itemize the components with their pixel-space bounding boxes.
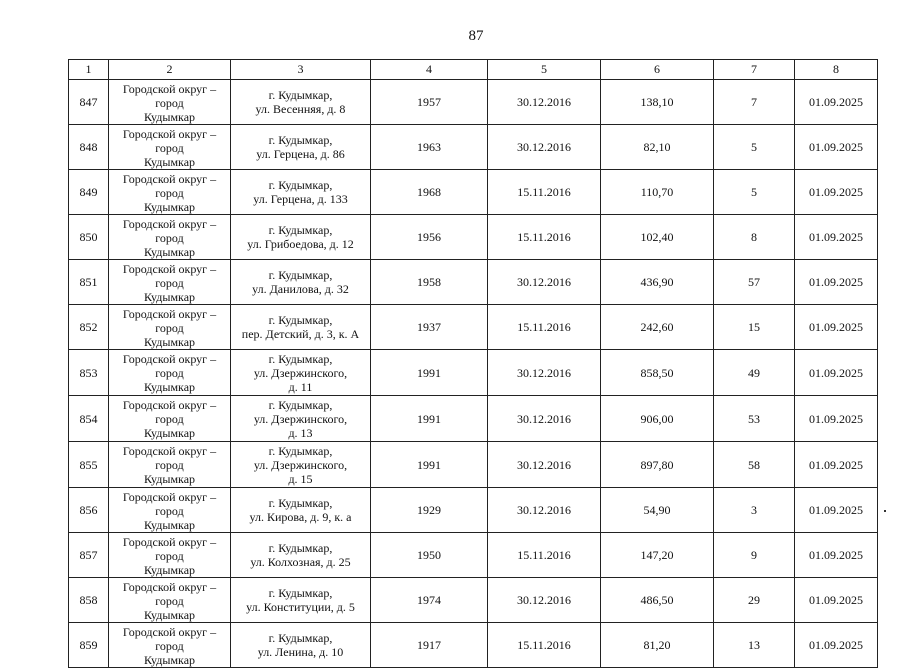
count-cell: 53 <box>714 396 795 442</box>
municipality-cell-line: Кудымкар <box>143 563 196 577</box>
deadline-cell: 01.09.2025 <box>795 215 878 260</box>
deadline-cell: 01.09.2025 <box>795 533 878 578</box>
year-cell: 1974 <box>371 578 488 623</box>
table-row <box>69 623 878 668</box>
address-cell-line: ул. Колхозная, д. 25 <box>250 555 351 569</box>
table-body <box>69 80 878 668</box>
municipality-cell <box>109 623 231 668</box>
municipality-cell <box>109 80 231 125</box>
municipality-cell <box>109 533 231 578</box>
address-cell-line: ул. Грибоедова, д. 12 <box>247 237 354 251</box>
address-cell-line: ул. Данилова, д. 32 <box>252 282 349 296</box>
year-cell: 1956 <box>371 215 488 260</box>
address-cell <box>231 125 371 170</box>
municipality-cell-line: Кудымкар <box>143 245 196 259</box>
table-row <box>69 578 878 623</box>
table-row <box>69 350 878 396</box>
date-cell: 30.12.2016 <box>488 350 601 396</box>
deadline-cell: 01.09.2025 <box>795 623 878 668</box>
address-cell-line: г. Кудымкар, <box>268 397 333 412</box>
address-cell-line: г. Кудымкар, <box>268 443 333 458</box>
deadline-cell: 01.09.2025 <box>795 396 878 442</box>
address-cell-line: г. Кудымкар, <box>268 631 333 645</box>
area-cell: 858,50 <box>601 350 714 396</box>
table-row <box>69 170 878 215</box>
municipality-cell-line: Городской округ – город <box>122 444 217 472</box>
count-cell: 49 <box>714 350 795 396</box>
year-cell: 1991 <box>371 442 488 488</box>
address-cell <box>231 533 371 578</box>
page-number: 87 <box>468 28 484 44</box>
row-number-cell: 851 <box>69 260 109 305</box>
address-cell-line: г. Кудымкар, <box>268 313 333 327</box>
count-cell: 58 <box>714 442 795 488</box>
area-cell: 486,50 <box>601 578 714 623</box>
year-cell: 1929 <box>371 488 488 533</box>
address-cell-line: г. Кудымкар, <box>268 541 333 555</box>
municipality-cell-line: Городской округ – город <box>122 172 217 200</box>
column-header: 1 <box>69 60 109 80</box>
address-cell-line: ул. Дзержинского, <box>253 365 348 380</box>
count-cell: 5 <box>714 125 795 170</box>
area-cell: 147,20 <box>601 533 714 578</box>
margin-dot <box>884 510 886 512</box>
deadline-cell: 01.09.2025 <box>795 125 878 170</box>
area-cell: 138,10 <box>601 80 714 125</box>
row-number-cell: 859 <box>69 623 109 668</box>
count-cell: 5 <box>714 170 795 215</box>
area-cell: 81,20 <box>601 623 714 668</box>
deadline-cell: 01.09.2025 <box>795 260 878 305</box>
count-cell: 9 <box>714 533 795 578</box>
address-cell <box>231 442 371 488</box>
year-cell: 1950 <box>371 533 488 578</box>
municipality-cell <box>109 125 231 170</box>
address-cell <box>231 260 371 305</box>
count-cell: 3 <box>714 488 795 533</box>
address-cell-line: г. Кудымкар, <box>268 351 333 366</box>
area-cell: 54,90 <box>601 488 714 533</box>
row-number-cell: 858 <box>69 578 109 623</box>
area-cell: 242,60 <box>601 305 714 350</box>
address-cell-line: г. Кудымкар, <box>268 586 333 600</box>
municipality-cell-line: Кудымкар <box>143 335 196 349</box>
address-cell-line: ул. Кирова, д. 9, к. а <box>249 510 352 524</box>
address-cell <box>231 80 371 125</box>
column-header: 2 <box>109 60 231 80</box>
municipality-cell-line: Кудымкар <box>143 472 196 486</box>
year-cell: 1968 <box>371 170 488 215</box>
municipality-cell-line: Городской округ – город <box>122 307 217 335</box>
table-row <box>69 305 878 350</box>
count-cell: 29 <box>714 578 795 623</box>
address-cell <box>231 350 371 396</box>
municipality-cell-line: Кудымкар <box>143 653 196 667</box>
address-cell-line: д. 15 <box>288 471 313 486</box>
row-number-cell: 850 <box>69 215 109 260</box>
address-cell-line: г. Кудымкар, <box>268 496 333 510</box>
count-cell: 15 <box>714 305 795 350</box>
date-cell: 30.12.2016 <box>488 125 601 170</box>
address-cell <box>231 623 371 668</box>
column-header: 3 <box>231 60 371 80</box>
year-cell: 1957 <box>371 80 488 125</box>
count-cell: 57 <box>714 260 795 305</box>
year-cell: 1963 <box>371 125 488 170</box>
date-cell: 15.11.2016 <box>488 623 601 668</box>
column-header: 7 <box>714 60 795 80</box>
row-number-cell: 848 <box>69 125 109 170</box>
municipality-cell <box>109 488 231 533</box>
address-cell <box>231 488 371 533</box>
address-cell-line: ул. Дзержинского, <box>253 411 348 426</box>
table-row <box>69 215 878 260</box>
date-cell: 30.12.2016 <box>488 442 601 488</box>
table-row <box>69 488 878 533</box>
municipality-cell-line: Городской округ – город <box>122 580 217 608</box>
column-header: 6 <box>601 60 714 80</box>
row-number-cell: 854 <box>69 396 109 442</box>
row-number-cell: 849 <box>69 170 109 215</box>
address-cell-line: г. Кудымкар, <box>268 223 333 237</box>
row-number-cell: 853 <box>69 350 109 396</box>
address-cell-line: ул. Весенняя, д. 8 <box>255 102 346 116</box>
municipality-cell-line: Городской округ – город <box>122 535 217 563</box>
address-cell-line: г. Кудымкар, <box>268 178 333 192</box>
address-cell-line: пер. Детский, д. 3, к. А <box>241 327 360 341</box>
registry-table <box>68 59 878 668</box>
deadline-cell: 01.09.2025 <box>795 305 878 350</box>
row-number-cell: 847 <box>69 80 109 125</box>
date-cell: 30.12.2016 <box>488 578 601 623</box>
row-number-cell: 855 <box>69 442 109 488</box>
column-header: 8 <box>795 60 878 80</box>
municipality-cell <box>109 350 231 396</box>
municipality-cell <box>109 170 231 215</box>
municipality-cell-line: Кудымкар <box>143 200 196 214</box>
year-cell: 1991 <box>371 350 488 396</box>
area-cell: 906,00 <box>601 396 714 442</box>
area-cell: 102,40 <box>601 215 714 260</box>
municipality-cell-line: Кудымкар <box>143 290 196 304</box>
table-row <box>69 442 878 488</box>
municipality-cell-line: Кудымкар <box>143 518 196 532</box>
address-cell-line: ул. Герцена, д. 86 <box>256 147 345 161</box>
municipality-cell-line: Городской округ – город <box>122 127 217 155</box>
row-number-cell: 856 <box>69 488 109 533</box>
deadline-cell: 01.09.2025 <box>795 442 878 488</box>
date-cell: 15.11.2016 <box>488 215 601 260</box>
municipality-cell-line: Кудымкар <box>143 155 196 169</box>
municipality-cell <box>109 396 231 442</box>
count-cell: 7 <box>714 80 795 125</box>
year-cell: 1917 <box>371 623 488 668</box>
date-cell: 30.12.2016 <box>488 80 601 125</box>
deadline-cell: 01.09.2025 <box>795 170 878 215</box>
deadline-cell: 01.09.2025 <box>795 80 878 125</box>
municipality-cell-line: Городской округ – город <box>122 625 217 653</box>
area-cell: 897,80 <box>601 442 714 488</box>
municipality-cell-line: Городской округ – город <box>122 398 217 426</box>
address-cell <box>231 215 371 260</box>
address-cell <box>231 396 371 442</box>
table-row <box>69 396 878 442</box>
date-cell: 30.12.2016 <box>488 396 601 442</box>
address-cell-line: ул. Герцена, д. 133 <box>253 192 348 206</box>
address-cell-line: ул. Дзержинского, <box>253 457 348 472</box>
area-cell: 436,90 <box>601 260 714 305</box>
area-cell: 82,10 <box>601 125 714 170</box>
address-cell-line: ул. Конституции, д. 5 <box>246 600 355 614</box>
area-cell: 110,70 <box>601 170 714 215</box>
address-cell-line: г. Кудымкар, <box>268 133 333 147</box>
municipality-cell-line: Городской округ – город <box>122 352 217 380</box>
row-number-cell: 852 <box>69 305 109 350</box>
header-row <box>69 60 878 80</box>
municipality-cell <box>109 305 231 350</box>
deadline-cell: 01.09.2025 <box>795 578 878 623</box>
deadline-cell: 01.09.2025 <box>795 350 878 396</box>
address-cell <box>231 170 371 215</box>
deadline-cell: 01.09.2025 <box>795 488 878 533</box>
row-number-cell: 857 <box>69 533 109 578</box>
table-row <box>69 125 878 170</box>
date-cell: 15.11.2016 <box>488 305 601 350</box>
table-row <box>69 260 878 305</box>
date-cell: 30.12.2016 <box>488 488 601 533</box>
address-cell-line: г. Кудымкар, <box>268 268 333 282</box>
column-header: 4 <box>371 60 488 80</box>
address-cell-line: д. 11 <box>288 379 313 394</box>
year-cell: 1991 <box>371 396 488 442</box>
date-cell: 15.11.2016 <box>488 170 601 215</box>
municipality-cell-line: Кудымкар <box>143 380 196 394</box>
count-cell: 8 <box>714 215 795 260</box>
column-header: 5 <box>488 60 601 80</box>
municipality-cell <box>109 442 231 488</box>
municipality-cell-line: Кудымкар <box>143 426 196 440</box>
address-cell <box>231 305 371 350</box>
table-row <box>69 533 878 578</box>
year-cell: 1937 <box>371 305 488 350</box>
count-cell: 13 <box>714 623 795 668</box>
municipality-cell <box>109 215 231 260</box>
date-cell: 15.11.2016 <box>488 533 601 578</box>
address-cell <box>231 578 371 623</box>
municipality-cell-line: Городской округ – город <box>122 82 217 110</box>
address-cell-line: ул. Ленина, д. 10 <box>257 645 344 659</box>
table-row <box>69 80 878 125</box>
municipality-cell-line: Городской округ – город <box>122 262 217 290</box>
municipality-cell-line: Городской округ – город <box>122 490 217 518</box>
address-cell-line: г. Кудымкар, <box>268 88 333 102</box>
municipality-cell <box>109 578 231 623</box>
municipality-cell <box>109 260 231 305</box>
municipality-cell-line: Кудымкар <box>143 110 196 124</box>
municipality-cell-line: Кудымкар <box>143 608 196 622</box>
address-cell-line: д. 13 <box>288 425 313 440</box>
year-cell: 1958 <box>371 260 488 305</box>
date-cell: 30.12.2016 <box>488 260 601 305</box>
municipality-cell-line: Городской округ – город <box>122 217 217 245</box>
